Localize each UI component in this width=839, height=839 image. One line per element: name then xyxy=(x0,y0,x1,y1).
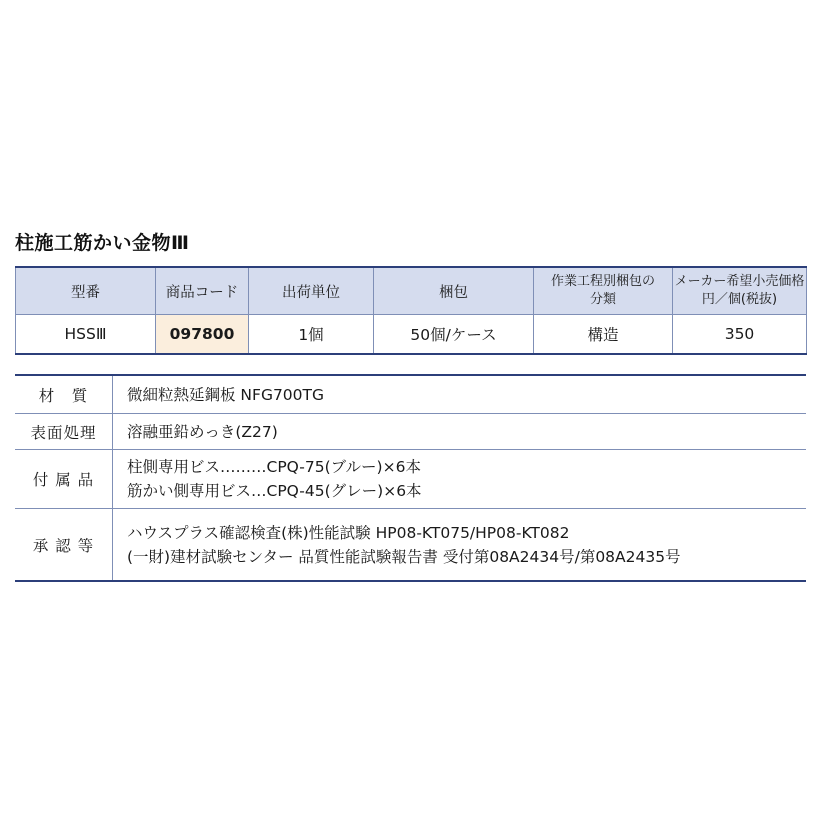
header-retail-price-line2: 円／個(税抜) xyxy=(701,292,778,307)
detail-line: (一財)建材試験センター 品質性能試験報告書 受付第08A2434号/第08A2435号 xyxy=(127,547,681,566)
detail-value-material xyxy=(113,375,807,414)
cell-product-code: 097800 xyxy=(156,315,249,355)
detail-label-accessories: 付 属 品 xyxy=(15,450,113,509)
detail-line: 溶融亜鉛めっき(Z27) xyxy=(127,422,278,441)
detail-line: 柱側専用ビス………CPQ-75(ブルー)×6本 xyxy=(127,458,421,476)
product-title: 柱施工筋かい金物Ⅲ xyxy=(15,232,190,254)
header-retail-price-line1: メーカー希望小売価格 xyxy=(674,274,805,289)
detail-row-surface-treatment xyxy=(15,414,806,450)
detail-value-accessories xyxy=(113,450,807,509)
header-packing: 梱包 xyxy=(374,267,534,315)
detail-label-approvals: 承 認 等 xyxy=(15,509,113,582)
detail-label-material: 材 質 xyxy=(15,375,113,414)
detail-line: 筋かい側専用ビス…CPQ-45(グレー)×6本 xyxy=(127,482,422,500)
detail-line: ハウスプラス確認検査(株)性能試験 HP08-KT075/HP08-KT082 xyxy=(127,523,570,542)
header-model: 型番 xyxy=(16,267,156,315)
spec-table xyxy=(15,266,807,355)
detail-value-surface-treatment xyxy=(113,414,807,450)
cell-model: HSSⅢ xyxy=(16,315,156,355)
header-retail-price xyxy=(673,267,807,315)
detail-table xyxy=(15,374,806,582)
header-packing-category xyxy=(534,267,673,315)
header-shipping-unit: 出荷単位 xyxy=(249,267,374,315)
cell-packing: 50個/ケース xyxy=(374,315,534,355)
detail-label-surface-treatment: 表面処理 xyxy=(15,414,113,450)
cell-shipping-unit: 1個 xyxy=(249,315,374,355)
spec-header-row xyxy=(16,267,807,315)
detail-row-approvals xyxy=(15,509,806,582)
header-packing-category-line1: 作業工程別梱包の xyxy=(550,274,655,289)
detail-line: 微細粒熱延鋼板 NFG700TG xyxy=(127,385,325,404)
detail-row-material xyxy=(15,375,806,414)
detail-row-accessories xyxy=(15,450,806,509)
cell-retail-price: 350 xyxy=(673,315,807,355)
spec-data-row xyxy=(16,315,807,355)
cell-packing-category: 構造 xyxy=(534,315,673,355)
header-product-code: 商品コード xyxy=(156,267,249,315)
detail-value-approvals xyxy=(113,509,807,582)
header-packing-category-line2: 分類 xyxy=(589,292,616,307)
